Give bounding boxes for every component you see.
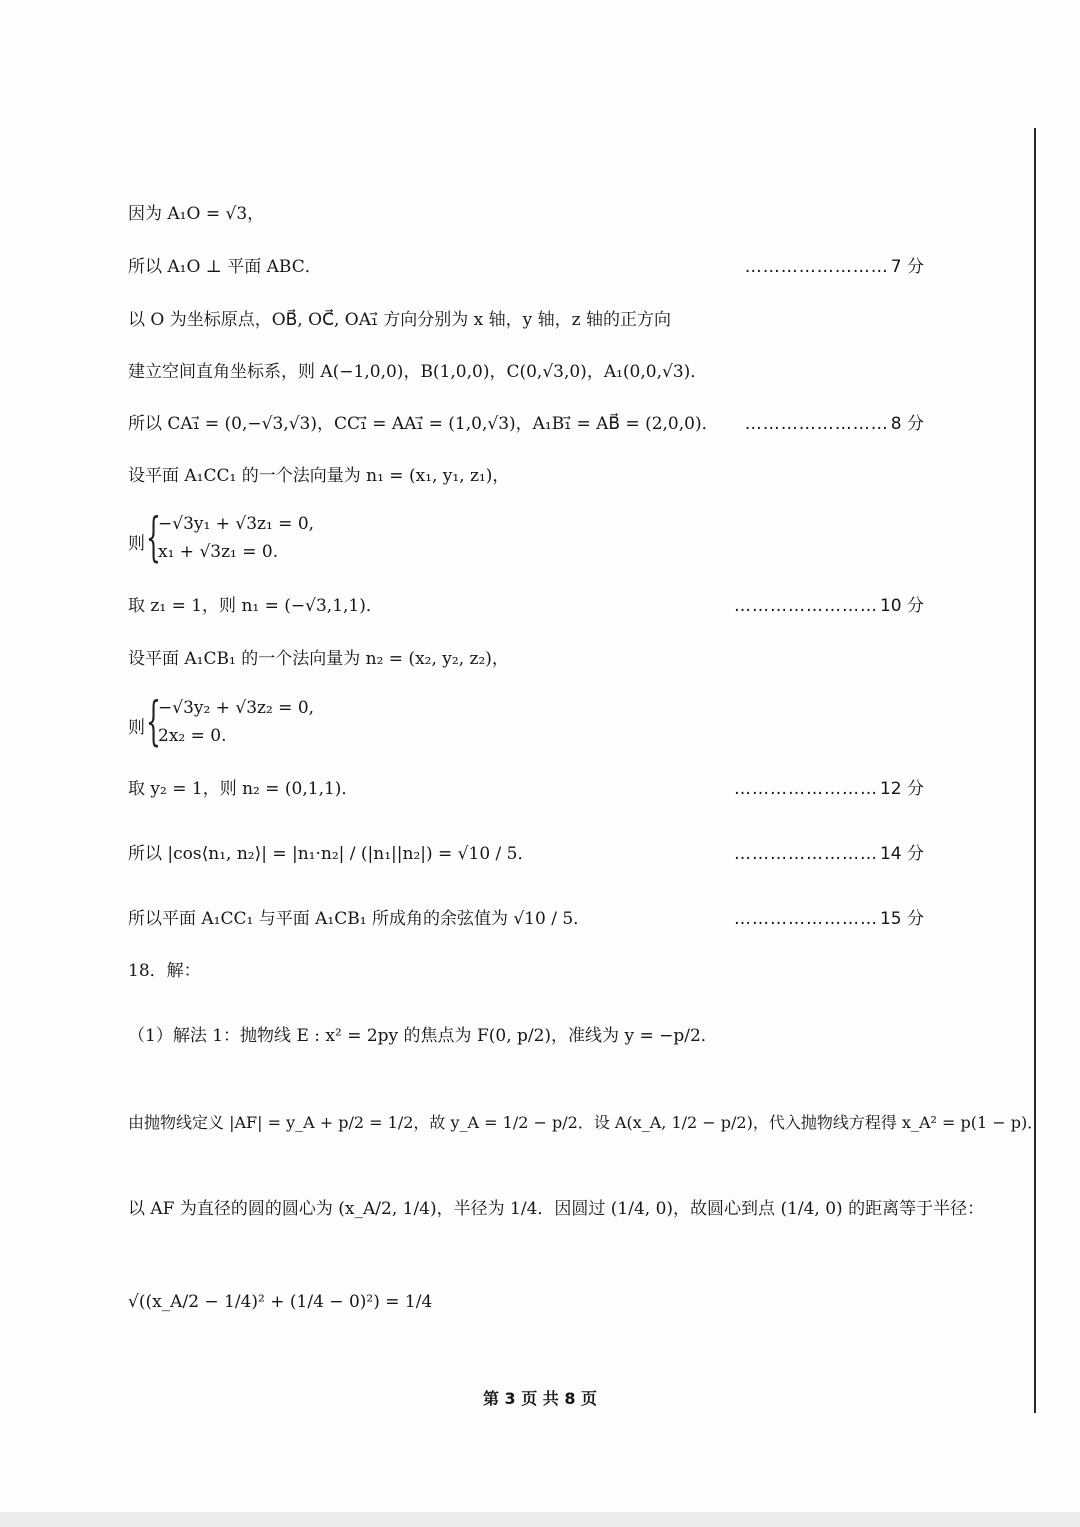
page-footer: 第 3 页 共 8 页 xyxy=(482,1389,598,1408)
leader-dots: …………………… xyxy=(744,257,889,277)
brace-icon: { xyxy=(146,692,161,752)
score-mark xyxy=(734,778,924,800)
leader-dots: …………………… xyxy=(733,596,878,616)
leader-dots: …………………… xyxy=(733,779,878,799)
brace-icon: { xyxy=(146,508,161,568)
text-line: 设平面 A₁CB₁ 的一个法向量为 n₂ = (x₂, y₂, z₂)， xyxy=(128,649,509,669)
section-heading: 18．解： xyxy=(128,961,201,981)
leader-dots: …………………… xyxy=(733,844,878,864)
score-mark xyxy=(734,843,924,865)
system-equation: x₁ + √3z₁ = 0. xyxy=(158,542,279,562)
system-equation: 2x₂ = 0. xyxy=(158,726,227,746)
leader-dots: …………………… xyxy=(744,414,889,434)
system-equation: −√3y₂ + √3z₂ = 0, xyxy=(158,698,315,718)
scan-shadow xyxy=(0,1512,1080,1527)
score-value: 10 分 xyxy=(879,596,924,616)
score-value: 12 分 xyxy=(879,779,924,799)
text-line: 设平面 A₁CC₁ 的一个法向量为 n₁ = (x₁, y₁, z₁)， xyxy=(128,466,510,486)
system-label: 则 xyxy=(128,534,145,554)
system-equation: −√3y₁ + √3z₁ = 0, xyxy=(158,514,315,534)
text-line: 因为 A₁O = √3， xyxy=(128,204,265,224)
text-line: 以 O 为坐标原点，OB⃗, OC⃗, OA₁⃗ 方向分别为 x 轴，y 轴，z 轴的正方向 xyxy=(128,310,671,330)
text-line: 由抛物线定义 |AF| = y_A + p/2 = 1/2，故 y_A = 1/2 − p/2．设 A(x_A, 1/2 − p/2)，代入抛物线方程得 x_A² = p(1 − p)． xyxy=(128,1113,1044,1132)
system-label: 则 xyxy=(128,718,145,738)
leader-dots: …………………… xyxy=(733,909,878,929)
score-mark xyxy=(745,413,924,435)
text-line: （1）解法 1：抛物线 E : x² = 2py 的焦点为 F(0, p/2)，准线为 y = −p/2． xyxy=(128,1026,718,1046)
text-line: 建立空间直角坐标系，则 A(−1,0,0)，B(1,0,0)，C(0,√3,0)，A₁(0,0,√3)． xyxy=(128,362,708,382)
distance-formula: √((x_A/2 − 1/4)² + (1/4 − 0)²) = 1/4 xyxy=(128,1292,433,1312)
text-line: 所以 |cos⟨n₁, n₂⟩| = |n₁·n₂| / (|n₁||n₂|) = √10 / 5． xyxy=(128,844,535,864)
score-mark xyxy=(734,908,924,930)
page-edge-rule xyxy=(1034,128,1036,1413)
text-line: 取 z₁ = 1，则 n₁ = (−√3,1,1)． xyxy=(128,596,383,616)
text-line: 以 AF 为直径的圆的圆心为 (x_A/2, 1/4)，半径为 1/4．因圆过 (1/4, 0)，故圆心到点 (1/4, 0) 的距离等于半径： xyxy=(128,1199,985,1219)
score-value: 15 分 xyxy=(879,909,924,929)
score-mark xyxy=(745,256,924,278)
text-line: 所以 A₁O ⊥ 平面 ABC． xyxy=(128,257,322,277)
text-line: 取 y₂ = 1，则 n₂ = (0,1,1)． xyxy=(128,779,359,799)
score-value: 14 分 xyxy=(879,844,924,864)
score-value: 7 分 xyxy=(890,257,924,277)
score-value: 8 分 xyxy=(890,414,924,434)
score-mark xyxy=(734,595,924,617)
text-line: 所以平面 A₁CC₁ 与平面 A₁CB₁ 所成角的余弦值为 √10 / 5． xyxy=(128,909,591,929)
text-line: 所以 CA₁⃗ = (0,−√3,√3)，CC₁⃗ = AA₁⃗ = (1,0,√3)，A₁B₁⃗ = AB⃗ = (2,0,0)． xyxy=(128,414,719,434)
